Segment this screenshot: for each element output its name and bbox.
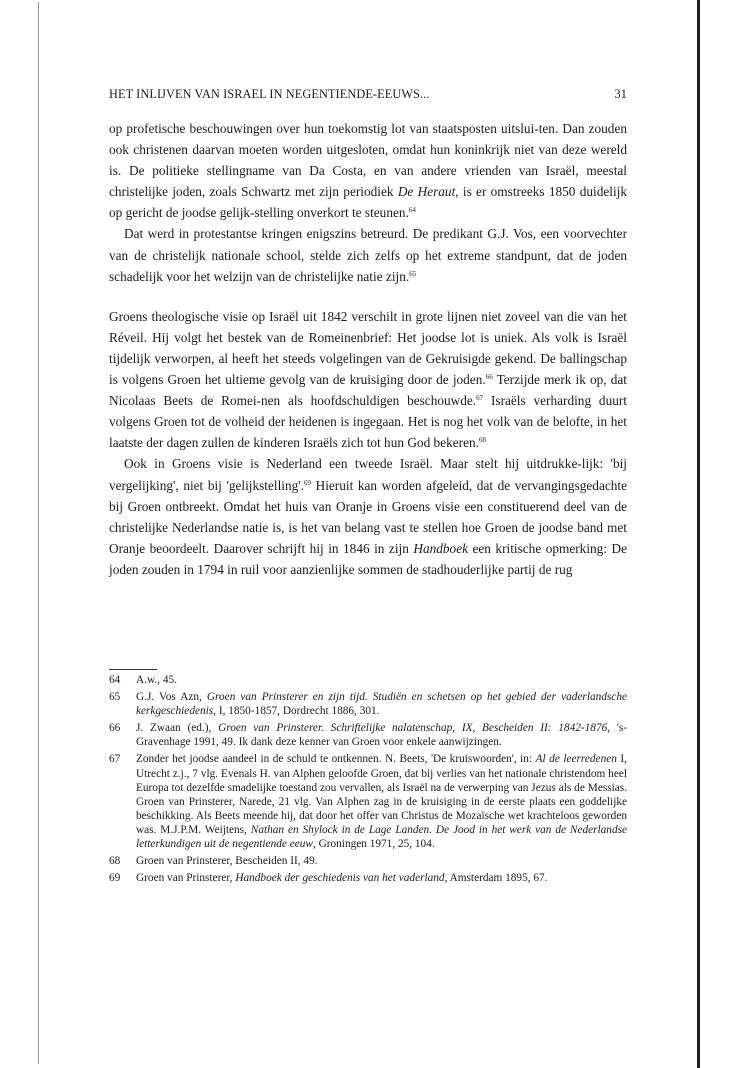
paragraph-4: Ook in Groens visie is Nederland een tweede Israël. Maar stelt hij uitdrukke-lijk: 'bij vergelijking', niet bij 'gelijkstelling'.$^{69}$ Hieruit kan worden afgeleid, dat de vervangingsgedachte bij Groen ontbreekt. Omdat het huis van Oranje in Groens visie een constituerend deel van de christelijke Nederlandse natie is, is het van belang vast te stellen hoe Groen de joodse band met Oranje beoordeelt. Daarover schrijft hij in 1846 in zijn Handboek een kritische opmerking: De joden zouden in 1794 in ruil voor aanzienlijke sommen de stadhouderlijke partij de rug	[109, 456, 628, 577]
footnote-number: 64	[109, 674, 121, 686]
footnote-ref-66[interactable]: 66	[485, 373, 493, 382]
footnote-69: 69 Groen van Prinsterer, Handboek der geschiedenis van het vaderland, Amsterdam 1895, 67.	[109, 872, 548, 885]
footnote-ref-69[interactable]: 69	[304, 478, 312, 487]
footnote-66: 66 J. Zwaan (ed.), Groen van Prinsterer. Schriftelijke nalatenschap, IX, Bescheiden II: 1842-1876, 's-Gravenhage 1991, 49. Ik dank deze kenner van Groen voor enkele aanwijzingen.	[109, 722, 628, 749]
footnote-number: 65	[109, 691, 121, 704]
footnotes	[109, 673, 627, 888]
main-text	[109, 118, 627, 580]
paragraph-1: op profetische beschouwingen over hun toekomstig lot van staatsposten uitslui-ten. Dan zouden ook christenen daarvan moeten worden uitgesloten, omdat hun koninkrijk niet van deze wereld is. De politieke stellingname van Da Costa, en van andere vrienden van Israël, meestal christelijke joden, zoals Schwartz met zijn periodiek De Heraut, is er omstreeks 1850 duidelijk op gericht de joodse gelijk-stelling onverkort te steunen.$^{64}$	[109, 121, 627, 221]
footnote-64: 64 A.w., 45.	[109, 674, 178, 686]
footnote-number: 69	[109, 872, 121, 885]
scan-right-edge	[697, 0, 700, 1068]
footnote-number: 68	[109, 855, 121, 868]
paragraph-2: Dat werd in protestantse kringen enigszins betreurd. De predikant G.J. Vos, een voorvechter van de christelijk nationale school, stelde zich zelfs op het extreme standpunt, dat de joden schadelijk voor het welzijn van de christelijke natie zijn.$^{65}$	[109, 226, 627, 284]
footnote-number: 67	[109, 753, 121, 766]
running-title: HET INLIJVEN VAN ISRAEL IN NEGENTIENDE-EEUWS...	[109, 87, 430, 101]
running-header	[109, 87, 627, 102]
footnote-65: 65 G.J. Vos Azn, Groen van Prinsterer en zijn tijd. Studiën en schetsen op het gebied der vaderlandsche kerkgeschiedenis, I, 1850-1857, Dordrecht 1886, 301.	[109, 691, 627, 718]
paragraph-3: Groens theologische visie op Israël uit 1842 verschilt in grote lijnen niet zoveel van die van het Réveil. Hij volgt het bestek van de Romeinenbrief: Het joodse lot is uniek. Als volk is Israël tijdelijk verworpen, al heeft het steeds volgelingen van de Gekruisigde gekend. De ballingschap is volgens Groen het ultieme gevolg van de kruisiging door de joden.$^{66}$ Terzijde merk ik op, dat Nicolaas Beets de Romei-nen als hoofdschuldigen beschouwde.$^{67}$ Israëls verharding duurt volgens Groen tot de volheid der heidenen is ingegaan. Het is nog het volk van de belofte, in het laatste der dagen zullen de kinderen Israëls zich tot hun God bekeren.$^{68}$	[109, 308, 628, 451]
footnote-ref-67[interactable]: 67	[476, 394, 484, 403]
footnote-67: 67 Zonder het joodse aandeel in de schuld te ontkennen. N. Beets, 'De kruiswoorden', in: Al de leerredenen I, Utrecht z.j., 7 vlg. Evenals H. van Alphen geloofde Groen, dat bij verlies van het nationale christendom heel Europa tot dezelfde smadelijke toestand zou vervallen, als Israël na de verwerping van Jezus als de Messias. Groen van Prinsterer, Narede, 21 vlg. Van Alphen zag in de kruisiging in de eerste plaats een goddelijke beschikking. Als Beets meende hij, dat door het offer van Christus de Mozaïsche wet krachteloos geworden was. M.J.P.M. Weijtens, Nathan en Shylock in de Lage Landen. De Jood in het werk van de Nederlandse letterkundigen uit de negentiende eeuw, Groningen 1971, 25, 104.	[109, 753, 628, 851]
footnote-separator	[109, 669, 157, 670]
footnote-ref-64[interactable]: 64	[408, 206, 416, 215]
page-number: 31	[614, 87, 627, 101]
footnote-ref-65[interactable]: 65	[409, 269, 417, 278]
footnote-ref-68[interactable]: 68	[478, 436, 486, 445]
footnote-number: 66	[109, 722, 121, 735]
footnote-68: 68 Groen van Prinsterer, Bescheiden II, 49.	[109, 855, 318, 868]
scan-left-edge	[38, 2, 39, 1064]
